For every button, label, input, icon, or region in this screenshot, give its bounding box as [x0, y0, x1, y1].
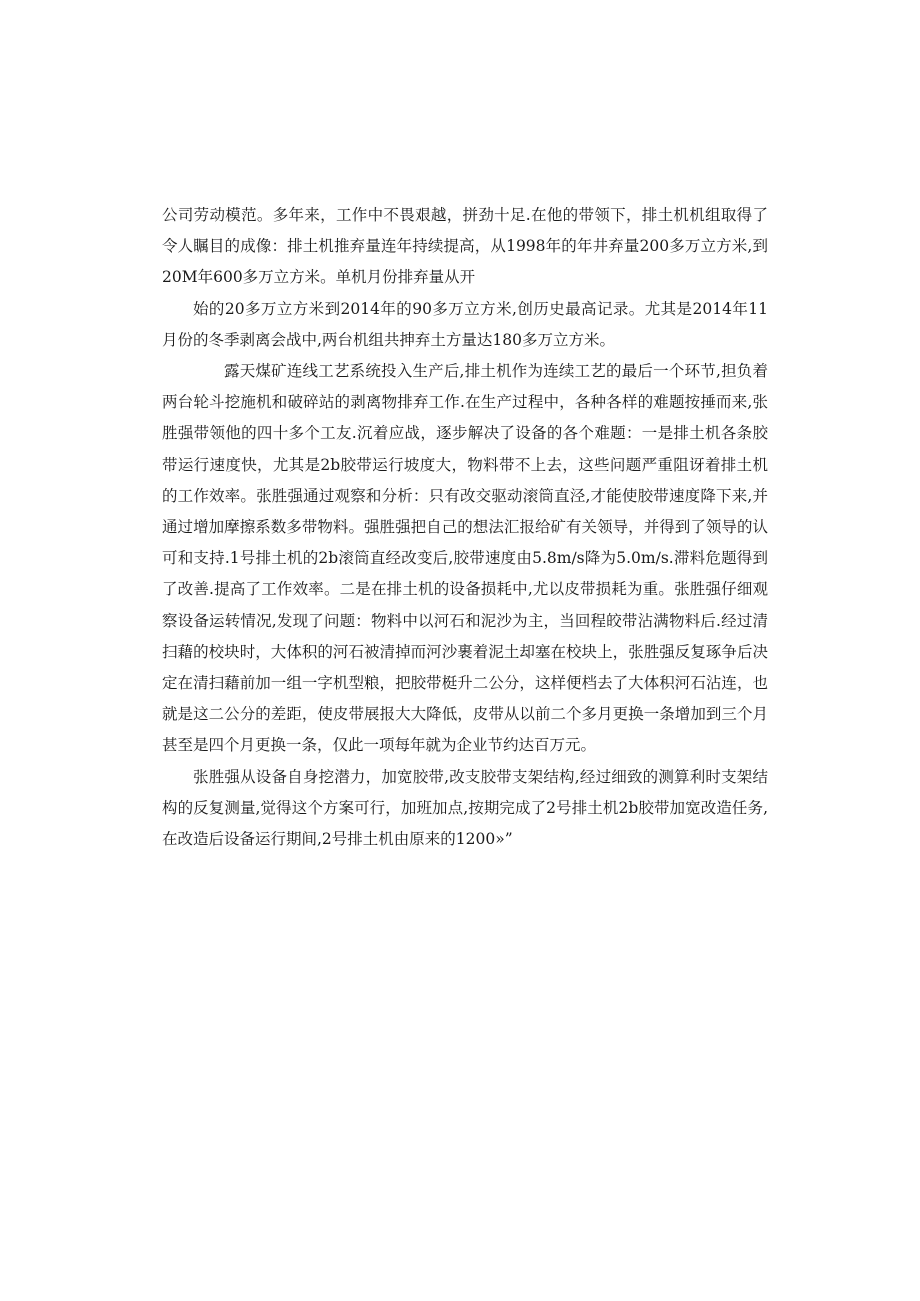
paragraph-1: 公司劳动模范。多年来，工作中不畏艰越，拼劲十足.在他的带领下，排土机机组取得了令人瞩目的成像：排土机推弃量连年持续提高，从1998年的年井弃量200多万立方米,到20M年600多万立方米。单机月份排弃量从开	[162, 206, 768, 287]
paragraph-2: 始的20多万立方米到2014年的90多万立方米,创历史最高记录。尤其是2014年11月份的冬季剥离会战中,两台机组共抻弃土方量达180多万立方米。	[162, 299, 768, 349]
document-body	[162, 200, 768, 855]
paragraph-4: 张胜强从设备自身挖潜力，加宽胶带,改支胶带支架结构,经过细致的测算利时支架结构的反复测量,觉得这个方案可行，加班加点,按期完成了2号排土机2b胶带加宽改造任务,在改造后设备运行期间,2号排土机由原来的1200»”	[162, 767, 768, 849]
paragraph-3: 露天煤矿连线工艺系统投入生产后,排土机作为连续工艺的最后一个环节,担负着两台轮斗挖施机和破碎站的剥离物排弃工作.在生产过程中，各种各样的难题按捶而来,张胜强带领他的四十多个工友.沉着应战，逐步解决了设备的各个难题：一是排土机各条胶带运行速度快，尤其是2b胶带运行坡度大，物料带不上去，这些问题严重阻讶着排土机的工作效率。张胜强通过观察和分析：只有改交驱动滚筒直泾,才能使胶带速度降下来,并通过增加摩擦系数多带物料。强胜强把自己的想法汇报给矿有关领导，并得到了领导的认可和支持.1号排土机的2b滚筒直经改变后,胶带速度由5.8m∕s降为5.0m∕s.滞料危题得到了改善.提高了工作效率。二是在排土机的设备损耗中,尤以皮带损耗为重。张胜强仔细观察设备运转情况,发现了问题：物料中以河石和泥沙为主，当回程皎带沾满物料后.经过清扫藉的校块时，大体积的河石被清掉而河沙裹着泥土却塞在校块上，张胜强反复琢争后决定在清扫藉前加一组一字机型粮，把胶带梃升二公分，这样便档去了大体积河石沾连，也就是这二公分的差距，使皮带展报大大降低，皮带从以前二个多月更换一条增加到三个月甚至是四个月更换一条，仅此一项每年就为企业节约达百万元。	[162, 362, 768, 755]
